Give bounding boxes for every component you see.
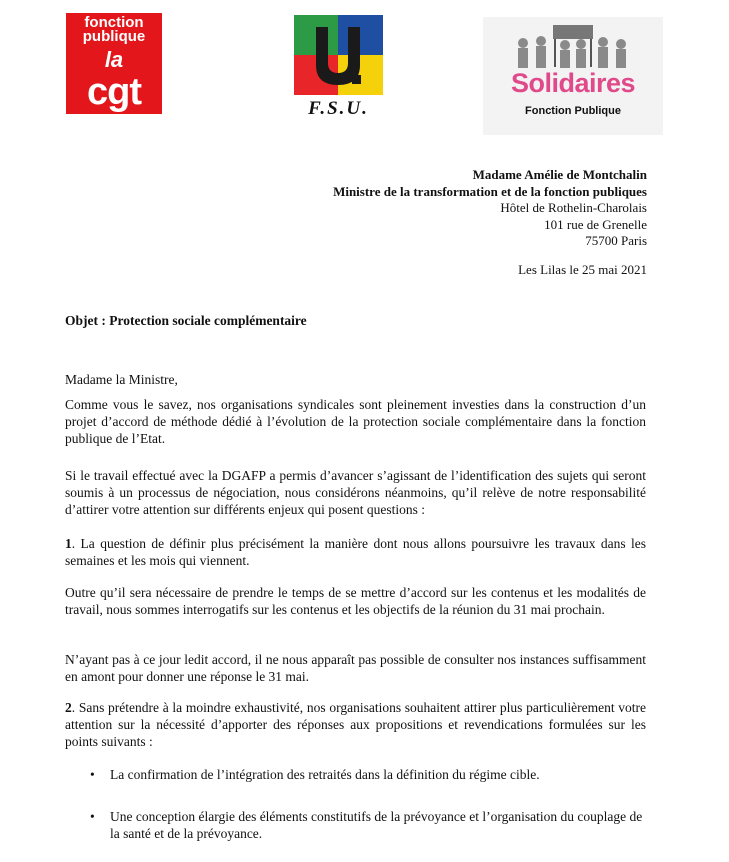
- point-number-2: 2: [65, 700, 72, 715]
- solidaires-logo-sub: Fonction Publique: [525, 105, 621, 117]
- paragraph-4: Outre qu’il sera nécessaire de prendre le temps de se mettre d’accord sur les contenus et les modalités de travail, nous sommes interrogatifs sur les contenus et les objectifs de la réunion du 31 mai prochain.: [65, 585, 646, 617]
- paragraph-point-1: 1. La question de définir plus précisément la manière dont nous allons poursuivre les travaux dans les semaines et les mois qui viennent.: [65, 536, 647, 568]
- solidaires-crowd-illustration: [483, 17, 663, 69]
- bullet-item: [90, 808, 646, 842]
- fsu-logo: [292, 13, 385, 123]
- solidaires-logo: [483, 17, 663, 135]
- recipient-address-line2: 101 rue de Grenelle: [544, 216, 647, 232]
- bullet-item: [90, 766, 646, 783]
- recipient-address-line1: Hôtel de Rothelin-Charolais: [500, 200, 647, 215]
- salutation: Madame la Ministre,: [65, 372, 178, 387]
- bullet-dot-icon: •: [90, 767, 95, 782]
- recipient-address: [333, 167, 647, 250]
- cgt-logo-la: la: [104, 47, 124, 72]
- paragraph-1: Comme vous le savez, nos organisations syndicales sont pleinement investies dans la construction d’un projet d’accord de méthode dédié à l’évolution de la protection sociale complémentaire dans la fonction publique de l’Etat.: [65, 397, 646, 446]
- fsu-logo-text: F.S.U.: [308, 98, 369, 119]
- cgt-logo-text: fonction publique: [82, 14, 146, 45]
- recipient-name: Madame Amélie de Montchalin: [472, 167, 647, 182]
- solidaires-logo-word: Solidaires: [510, 68, 636, 98]
- bullet-dot-icon: •: [90, 809, 95, 824]
- bullet-text: La confirmation de l’intégration des retraités dans la définition du régime cible.: [110, 767, 540, 782]
- paragraph-2: Si le travail effectué avec la DGAFP a permis d’avancer s’agissant de l’identification des sujets qui seront soumis à un processus de négociation, nous considérons néanmoins, qu’il relève de notre responsabilité d’attirer votre attention sur différents enjeux qui posent questions :: [65, 468, 646, 517]
- point-2-text: Sans prétendre à la moindre exhaustivité, nos organisations souhaitent attirer plus particulièrement votre attention sur la nécessité d’apporter des réponses aux propositions et revendications formulées sur les points suivants :: [65, 700, 647, 749]
- point-1-text: La question de définir plus précisément la manière dont nous allons poursuivre les travaux dans les semaines et les mois qui viennent.: [65, 536, 647, 568]
- point-number-1: 1: [65, 536, 72, 551]
- letter-date: Les Lilas le 25 mai 2021: [518, 262, 647, 277]
- recipient-title: Ministre de la transformation et de la fonction publiques: [333, 183, 647, 199]
- cgt-logo-cgt: cgt: [87, 71, 141, 113]
- paragraph-point-2: 2. Sans prétendre à la moindre exhaustivité, nos organisations souhaitent attirer plus particulièrement votre attention sur la nécessité d’apporter des réponses aux propositions et revendications formulées sur les points suivants :: [65, 700, 647, 749]
- fsu-logo-mark: [292, 13, 385, 97]
- recipient-address-line3: 75700 Paris: [585, 233, 647, 248]
- paragraph-5: N’ayant pas à ce jour ledit accord, il ne nous apparaît pas possible de consulter nos instances suffisamment en amont pour donner une réponse le 31 mai.: [65, 652, 646, 684]
- bullet-text: Une conception élargie des éléments constitutifs de la prévoyance et l’organisation du couplage de la santé et de la prévoyance.: [110, 809, 643, 841]
- cgt-logo: [66, 13, 162, 114]
- letter-subject: Objet : Protection sociale complémentaire: [65, 313, 307, 328]
